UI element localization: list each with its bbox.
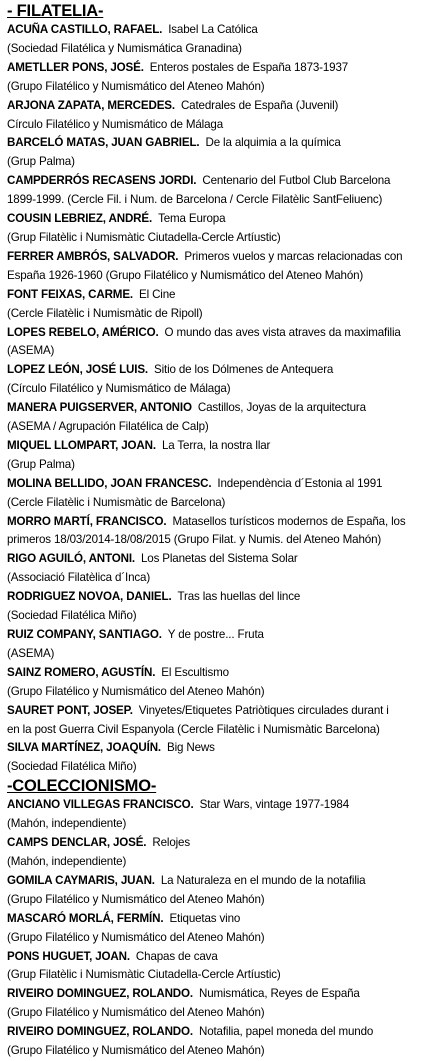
entry-first-line: [7, 210, 430, 229]
list-item: [7, 134, 430, 172]
list-item: [7, 948, 430, 986]
exhibitor-name: ACUÑA CASTILLO, RAFAEL.: [7, 23, 163, 36]
entry-detail-line: Círculo Filatélico y Numismático de Málaga: [7, 117, 223, 131]
exhibit-title: Enteros postales de España 1873-1937: [149, 60, 349, 74]
entry-first-line: [7, 248, 430, 267]
entry-first-line: [7, 985, 430, 1004]
exhibitor-name: FERRER AMBRÓS, SALVADOR.: [7, 249, 179, 263]
entry-detail-line: (ASEMA): [7, 646, 55, 660]
list-item: [7, 21, 430, 59]
exhibit-title: Y de postre... Fruta: [167, 628, 264, 641]
entry-detail-line: (Grup Palma): [7, 155, 75, 169]
exhibitor-name: COUSIN LEBRIEZ, ANDRÉ.: [7, 212, 153, 226]
list-item: [7, 97, 430, 135]
entry-first-line: [7, 550, 430, 569]
entry-first-line: [7, 910, 430, 929]
exhibitor-name: CAMPDERRÓS RECASENS JORDI.: [7, 174, 197, 188]
list-item: [7, 872, 430, 910]
entry-first-line: [7, 361, 430, 380]
list-item: [7, 1023, 430, 1061]
exhibit-title: De la alquimia a la química: [205, 136, 341, 150]
entry-list: [7, 796, 430, 1061]
entry-first-line: [7, 1023, 430, 1042]
exhibit-title: Matasellos turísticos modernos de España, los: [172, 514, 406, 528]
exhibit-title: El Cine: [138, 287, 176, 301]
entry-first-line: [7, 513, 430, 532]
entry-first-line: [7, 834, 430, 853]
exhibit-title: Big News: [167, 741, 215, 755]
list-item: [7, 626, 430, 664]
exhibitor-name: PONS HUGUET, JOAN.: [7, 949, 130, 963]
entry-detail-line: (Grup Palma): [7, 457, 75, 471]
entry-detail-line: (Grup Filatèlic i Numismàtic Ciutadella-Cercle Artíustic): [7, 230, 281, 244]
exhibitor-name: SAURET PONT, JOSEP.: [7, 703, 133, 717]
list-item: [7, 286, 430, 324]
list-item: [7, 796, 430, 834]
entry-detail-line: (Sociedad Filatélica Miño): [7, 609, 137, 623]
entry-first-line: [7, 702, 430, 721]
exhibit-title: Chapas de cava: [135, 949, 218, 963]
entry-detail-line: (Sociedad Filatélica y Numismática Granadina): [7, 41, 242, 55]
exhibit-title: Independència d´Estonia al 1991: [217, 476, 383, 490]
entry-detail-line: en la post Guerra Civil Espanyola (Cercle Filatèlic i Numismàtic Barcelona): [7, 722, 380, 736]
entry-list: [7, 21, 430, 777]
list-item: [7, 588, 430, 626]
exhibitor-name: RUIZ COMPANY, SANTIAGO.: [7, 628, 162, 641]
entry-detail-line: 1899-1999. (Cercle Fil. i Num. de Barcelona / Cercle Filatèlic SantFeliuenc): [7, 193, 383, 207]
exhibitor-name: LOPES REBELO, AMÉRICO.: [7, 325, 159, 339]
entry-detail-line: (Sociedad Filatélica Miño): [7, 760, 137, 774]
exhibitor-name: CAMPS DENCLAR, JOSÉ.: [7, 836, 147, 850]
exhibit-title: Centenario del Futbol Club Barcelona: [202, 174, 391, 188]
entry-first-line: [7, 948, 430, 967]
exhibit-title: Sitio de los Dólmenes de Antequera: [154, 363, 334, 377]
exhibit-title: Tras las huellas del lince: [177, 590, 301, 604]
entry-first-line: [7, 796, 430, 815]
exhibit-title: Etiquetas vino: [169, 911, 241, 925]
section-title: -COLECCIONISMO-: [7, 777, 157, 796]
list-item: [7, 910, 430, 948]
exhibit-title: Vinyetes/Etiquetes Patriòtiques circulades durant i: [138, 703, 389, 717]
list-item: [7, 59, 430, 97]
list-item: [7, 475, 430, 513]
exhibitor-name: RIVEIRO DOMINGUEZ, ROLANDO.: [7, 987, 193, 1001]
exhibitor-name: ARJONA ZAPATA, MERCEDES.: [7, 98, 175, 112]
entry-detail-line: (ASEMA / Agrupación Filatélica de Calp): [7, 420, 209, 434]
entry-detail-line: (Grupo Filatélico y Numismático del Ateneo Mahón): [7, 684, 265, 698]
section-title: - FILATELIA-: [7, 2, 104, 20]
exhibit-title: Catedrales de España (Juvenil): [180, 98, 339, 112]
entry-first-line: [7, 172, 430, 191]
list-item: [7, 248, 430, 286]
entry-detail-line: primeros 18/03/2014-18/08/2015 (Grupo Filat. y Numis. del Ateneo Mahón): [7, 533, 382, 547]
entry-detail-line: (Cercle Filatèlic i Numismàtic de Barcelona): [7, 495, 226, 509]
list-item: [7, 550, 430, 588]
exhibit-title: El Escultismo: [161, 665, 229, 679]
exhibit-title: Star Wars, vintage 1977-1984: [199, 798, 350, 812]
list-item: [7, 834, 430, 872]
list-item: [7, 324, 430, 362]
list-item: [7, 513, 430, 551]
list-item: [7, 437, 430, 475]
exhibit-title: Isabel La Católica: [168, 23, 258, 36]
section-filatelia: [7, 2, 430, 777]
exhibit-title: Notafilia, papel moneda del mundo: [198, 1025, 374, 1039]
exhibitor-name: RIGO AGUILÓ, ANTONI.: [7, 552, 135, 566]
exhibitor-name: MORRO MARTÍ, FRANCISCO.: [7, 514, 167, 528]
exhibitor-name: MASCARÓ MORLÁ, FERMÍN.: [7, 911, 164, 925]
list-item: [7, 739, 430, 777]
entry-first-line: [7, 286, 430, 305]
list-item: [7, 664, 430, 702]
exhibitor-name: MIQUEL LLOMPART, JOAN.: [7, 438, 156, 452]
exhibitor-name: FONT FEIXAS, CARME.: [7, 287, 133, 301]
exhibit-title: La Naturaleza en el mundo de la notafilia: [160, 873, 366, 887]
entry-first-line: [7, 134, 430, 153]
entry-detail-line: (Associació Filatèlica d´Inca): [7, 571, 151, 585]
exhibit-title: La Terra, la nostra llar: [161, 438, 271, 452]
entry-first-line: [7, 475, 430, 494]
entry-detail-line: (Círculo Filatélico y Numismático de Málaga): [7, 382, 231, 396]
entry-first-line: [7, 437, 430, 456]
exhibitor-name: SILVA MARTÍNEZ, JOAQUÍN.: [7, 741, 161, 755]
entry-first-line: [7, 739, 430, 758]
entry-detail-line: (Grupo Filatélico y Numismático del Ateneo Mahón): [7, 79, 265, 93]
exhibitor-name: RIVEIRO DOMINGUEZ, ROLANDO.: [7, 1025, 193, 1039]
exhibit-title: O mundo das aves vista atraves da maximafilia: [164, 325, 401, 339]
list-item: [7, 172, 430, 210]
entry-detail-line: (ASEMA): [7, 344, 55, 358]
exhibit-title: Relojes: [152, 836, 190, 850]
exhibit-title: Primeros vuelos y marcas relacionadas con: [184, 249, 403, 263]
entry-detail-line: (Grup Filatèlic i Numismàtic Ciutadella-Cercle Artíustic): [7, 968, 281, 982]
entry-first-line: [7, 626, 430, 645]
entry-first-line: [7, 664, 430, 683]
list-item: [7, 361, 430, 399]
exhibitor-name: GOMILA CAYMARIS, JUAN.: [7, 873, 155, 887]
entry-detail-line: (Mahón, independiente): [7, 854, 127, 868]
section-coleccionismo: [7, 777, 430, 1061]
entry-first-line: [7, 97, 430, 116]
exhibitor-name: MANERA PUIGSERVER, ANTONIO: [7, 401, 192, 415]
exhibitor-name: MOLINA BELLIDO, JOAN FRANCESC.: [7, 476, 212, 490]
exhibitor-name: AMETLLER PONS, JOSÉ.: [7, 60, 144, 74]
exhibitor-name: ANCIANO VILLEGAS FRANCISCO.: [7, 798, 194, 812]
entry-detail-line: (Grupo Filatélico y Numismático del Ateneo Mahón): [7, 1044, 265, 1058]
entry-first-line: [7, 21, 430, 40]
exhibit-title: Tema Europa: [158, 212, 226, 226]
entry-detail-line: España 1926-1960 (Grupo Filatélico y Numismático del Ateneo Mahón): [7, 268, 364, 282]
list-item: [7, 210, 430, 248]
list-item: [7, 985, 430, 1023]
exhibitor-name: LOPEZ LEÓN, JOSÉ LUIS.: [7, 363, 148, 377]
entry-first-line: [7, 59, 430, 78]
entry-detail-line: (Grupo Filatélico y Numismático del Ateneo Mahón): [7, 930, 265, 944]
exhibitor-name: SAINZ ROMERO, AGUSTÍN.: [7, 665, 156, 679]
exhibit-title: Castillos, Joyas de la arquitectura: [197, 401, 366, 415]
exhibit-title: Numismática, Reyes de España: [198, 987, 360, 1001]
entry-first-line: [7, 588, 430, 607]
entry-first-line: [7, 324, 430, 343]
entry-detail-line: (Cercle Filatèlic i Numismàtic de Ripoll): [7, 306, 203, 320]
list-item: [7, 399, 430, 437]
entry-detail-line: (Grupo Filatélico y Numismático del Ateneo Mahón): [7, 1006, 265, 1020]
entry-detail-line: (Mahón, independiente): [7, 817, 127, 831]
list-item: [7, 702, 430, 740]
exhibit-title: Los Planetas del Sistema Solar: [140, 552, 298, 566]
entry-detail-line: (Grupo Filatélico y Numismático del Ateneo Mahón): [7, 892, 265, 906]
exhibitor-name: BARCELÓ MATAS, JUAN GABRIEL.: [7, 136, 200, 150]
entry-first-line: [7, 872, 430, 891]
exhibitor-name: RODRIGUEZ NOVOA, DANIEL.: [7, 590, 172, 604]
entry-first-line: [7, 399, 430, 418]
